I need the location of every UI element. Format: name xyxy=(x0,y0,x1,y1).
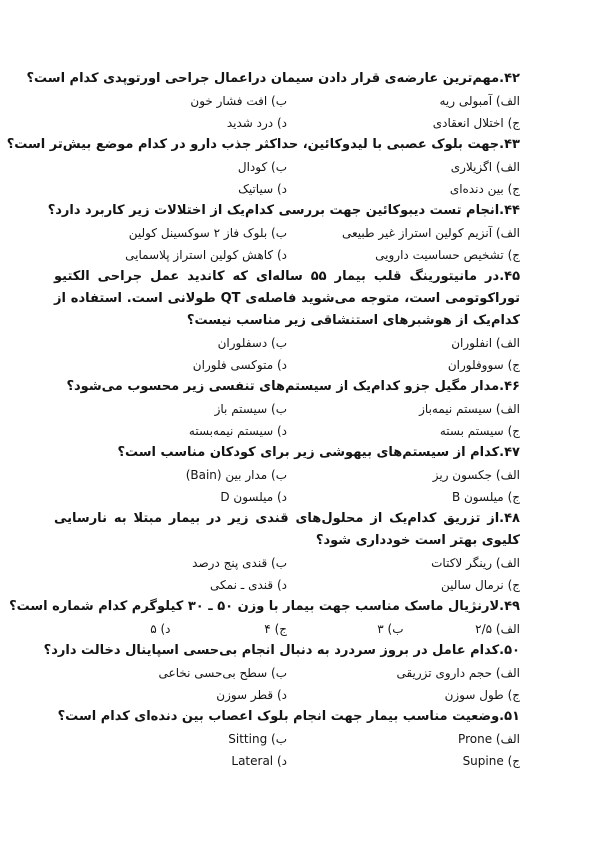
option-text: قندی پنج درصد xyxy=(192,556,268,570)
question-text: از تزریق کدام‌یک از محلول‌های قندی زیر در بیمار مبتلا به نارسایی کلیوی بهتر است خودداری شود؟ xyxy=(54,511,520,548)
option-letter: الف) xyxy=(495,94,520,108)
option-letter: ب) xyxy=(271,468,287,482)
option-a[interactable] xyxy=(287,728,520,750)
question-stem xyxy=(43,640,520,662)
option-letter: د) xyxy=(276,754,287,768)
option-text: انفلوران xyxy=(451,336,493,350)
option-letter: الف) xyxy=(495,402,520,416)
option-text: طول سوزن xyxy=(444,688,504,702)
question-48 xyxy=(54,508,520,596)
option-letter: الف) xyxy=(495,556,520,570)
option-row xyxy=(54,354,520,376)
option-text: نرمال سالین xyxy=(441,578,504,592)
option-text: کودال xyxy=(237,160,268,174)
option-letter: د) xyxy=(276,424,287,438)
question-number: ۴۲. xyxy=(499,71,520,86)
option-text: آنزیم کولین استراز غیر طبیعی xyxy=(342,226,493,240)
question-44 xyxy=(47,200,520,266)
option-b[interactable] xyxy=(54,398,287,420)
option-letter: د) xyxy=(276,358,287,372)
option-text: بلوک فاز ۲ سوکسینل کولین xyxy=(128,226,268,240)
option-letter: د) xyxy=(276,578,287,592)
option-letter: د) xyxy=(276,182,287,196)
option-row xyxy=(54,750,520,772)
question-text: مهم‌ترین عارضه‌ی قرار دادن سیمان دراعمال جراحی اورتوپدی کدام است؟ xyxy=(26,71,500,86)
option-b[interactable] xyxy=(54,156,287,178)
option-b[interactable] xyxy=(54,222,287,244)
question-number: ۴۵. xyxy=(499,269,521,284)
question-stem xyxy=(54,266,520,332)
option-b[interactable] xyxy=(54,90,287,112)
option-letter: ج) xyxy=(507,754,520,768)
option-letter: د) xyxy=(276,248,287,262)
option-c[interactable] xyxy=(287,420,520,442)
question-number: ۴۴. xyxy=(499,203,520,218)
option-text: اختلال انعقادی xyxy=(432,116,504,130)
option-text: رینگر لاکتات xyxy=(431,556,493,570)
option-letter: د) xyxy=(160,622,171,636)
option-letter: ج) xyxy=(274,622,287,636)
option-text: کاهش کولین استراز پلاسمایی xyxy=(125,248,274,262)
option-c[interactable] xyxy=(287,178,520,200)
option-row xyxy=(54,618,520,640)
option-b[interactable] xyxy=(54,332,287,354)
option-letter: الف) xyxy=(495,468,520,482)
option-row xyxy=(54,156,520,178)
option-row xyxy=(54,684,520,706)
option-letter: ب) xyxy=(271,94,287,108)
option-row xyxy=(54,222,520,244)
option-b[interactable] xyxy=(54,464,287,486)
question-number: ۴۶. xyxy=(499,379,520,394)
option-letter: الف) xyxy=(495,160,520,174)
option-d[interactable] xyxy=(54,112,287,134)
option-text: اگزیلاری xyxy=(450,160,493,174)
option-text: سووفلوران xyxy=(447,358,504,372)
option-a[interactable] xyxy=(287,464,520,486)
question-text: در مانیتورینگ قلب بیمار ۵۵ ساله‌ای که کاندید عمل جراحی الکتیو توراکوتومی است، متوجه می‌شوید فاصله‌ی QT طولانی است. استفاده از کدام‌یک از هوشبرهای استنشاقی زیر مناسب نیست؟ xyxy=(54,269,520,328)
option-text: درد شدید xyxy=(226,116,274,130)
option-text: میلسون B xyxy=(451,490,504,504)
option-d[interactable] xyxy=(54,486,287,508)
option-row xyxy=(54,332,520,354)
option-text: متوکسی فلوران xyxy=(192,358,274,372)
question-stem xyxy=(9,596,520,618)
option-letter: ج) xyxy=(507,182,520,196)
question-text: کدام عامل در بروز سردرد به دنبال انجام بی‌حسی اسپاینال دخالت دارد؟ xyxy=(43,643,500,658)
option-b[interactable] xyxy=(54,728,287,750)
option-letter: ج) xyxy=(507,490,520,504)
option-row xyxy=(54,662,520,684)
option-row xyxy=(54,574,520,596)
option-c[interactable] xyxy=(287,112,520,134)
option-row xyxy=(54,112,520,134)
option-text: سیستم باز xyxy=(214,402,268,416)
option-text: مدار بین (Bain) xyxy=(185,468,268,482)
option-letter: الف) xyxy=(495,336,520,350)
option-letter: ج) xyxy=(507,688,520,702)
question-number: ۵۱. xyxy=(499,709,520,724)
option-text: قطر سوزن xyxy=(216,688,274,702)
option-b[interactable] xyxy=(54,662,287,684)
option-c[interactable] xyxy=(171,618,288,640)
option-c[interactable] xyxy=(287,684,520,706)
option-text: سیاتیک xyxy=(238,182,274,196)
option-a[interactable] xyxy=(287,156,520,178)
option-text: قندی ـ نمکی xyxy=(210,578,274,592)
option-d[interactable] xyxy=(54,684,287,706)
question-stem xyxy=(54,442,520,464)
option-row xyxy=(54,178,520,200)
option-letter: ج) xyxy=(507,578,520,592)
option-text: تشخیص حساسیت دارویی xyxy=(375,248,504,262)
option-letter: ج) xyxy=(507,358,520,372)
question-stem xyxy=(54,376,520,398)
option-text: حجم داروی تزریقی xyxy=(396,666,493,680)
question-stem xyxy=(54,508,520,552)
option-text: جکسون ریز xyxy=(432,468,493,482)
option-text: ۳ xyxy=(377,622,384,636)
question-stem xyxy=(26,68,520,90)
option-d[interactable] xyxy=(54,354,287,376)
question-43 xyxy=(6,134,520,200)
option-a[interactable] xyxy=(287,552,520,574)
question-text: کدام از سیستم‌های بیهوشی زیر برای کودکان مناسب است؟ xyxy=(117,445,500,460)
question-text: لارنژیال ماسک مناسب جهت بیمار با وزن ۵۰ ـ ۳۰ کیلوگرم کدام شماره است؟ xyxy=(9,599,500,614)
option-row xyxy=(54,90,520,112)
question-49 xyxy=(9,596,520,640)
option-row xyxy=(54,552,520,574)
option-text: سیستم نیمه‌باز xyxy=(419,402,493,416)
option-text: دسفلوران xyxy=(217,336,268,350)
option-text: سیستم بسته xyxy=(439,424,504,438)
question-47 xyxy=(54,442,520,508)
option-text: Sitting xyxy=(228,732,268,746)
option-text: Prone xyxy=(458,732,493,746)
option-text: ۴ xyxy=(264,622,271,636)
option-row xyxy=(54,486,520,508)
option-a[interactable] xyxy=(287,662,520,684)
option-row xyxy=(54,464,520,486)
option-text: Supine xyxy=(462,754,504,768)
question-46 xyxy=(54,376,520,442)
option-b[interactable] xyxy=(287,618,404,640)
option-letter: ج) xyxy=(507,248,520,262)
option-d[interactable] xyxy=(54,178,287,200)
question-text: انجام تست دیبوکائین جهت بررسی کدام‌یک از اختلالات زیر کاربرد دارد؟ xyxy=(47,203,500,218)
option-c[interactable] xyxy=(287,574,520,596)
option-letter: ب) xyxy=(271,666,287,680)
option-letter: د) xyxy=(276,490,287,504)
question-text: وضعیت مناسب بیمار جهت انجام بلوک اعصاب بین دنده‌ای کدام است؟ xyxy=(57,709,500,724)
option-row xyxy=(54,398,520,420)
option-text: میلسون D xyxy=(220,490,274,504)
option-letter: د) xyxy=(276,688,287,702)
option-letter: د) xyxy=(276,116,287,130)
question-text: جهت بلوک عصبی با لیدوکائین، حداکثر جذب دارو در کدام موضع بیش‌تر است؟ xyxy=(6,137,500,152)
option-text: سیستم نیمه‌بسته xyxy=(188,424,274,438)
question-text: مدار مگیل جزو کدام‌یک از سیستم‌های تنفسی زیر محسوب می‌شود؟ xyxy=(66,379,500,394)
option-b[interactable] xyxy=(54,552,287,574)
option-c[interactable] xyxy=(287,486,520,508)
option-letter: ب) xyxy=(271,556,287,570)
question-stem xyxy=(6,134,520,156)
option-letter: الف) xyxy=(495,732,520,746)
option-a[interactable] xyxy=(287,90,520,112)
option-text: آمبولی ریه xyxy=(439,94,493,108)
option-text: ۵ xyxy=(150,622,157,636)
question-42 xyxy=(26,68,520,134)
question-number: ۴۸. xyxy=(499,511,520,526)
option-a[interactable] xyxy=(404,618,521,640)
question-50 xyxy=(43,640,520,706)
option-a[interactable] xyxy=(287,332,520,354)
option-d[interactable] xyxy=(54,574,287,596)
option-letter: ب) xyxy=(271,226,287,240)
option-letter: ب) xyxy=(271,402,287,416)
option-a[interactable] xyxy=(287,398,520,420)
option-letter: ج) xyxy=(507,424,520,438)
option-letter: الف) xyxy=(495,226,520,240)
question-45 xyxy=(54,266,520,376)
option-letter: الف) xyxy=(495,666,520,680)
option-c[interactable] xyxy=(287,244,520,266)
option-d[interactable] xyxy=(54,750,287,772)
question-number: ۴۹. xyxy=(499,599,520,614)
option-text: سطح بی‌حسی نخاعی xyxy=(158,666,268,680)
question-number: ۴۳. xyxy=(499,137,520,152)
option-d[interactable] xyxy=(54,244,287,266)
option-letter: ب) xyxy=(387,622,404,636)
option-a[interactable] xyxy=(287,222,520,244)
option-row xyxy=(54,244,520,266)
option-letter: ب) xyxy=(271,732,287,746)
option-letter: الف) xyxy=(495,622,520,636)
question-number: ۵۰. xyxy=(499,643,520,658)
option-text: افت فشار خون xyxy=(190,94,268,108)
option-c[interactable] xyxy=(287,354,520,376)
option-letter: ج) xyxy=(507,116,520,130)
question-stem xyxy=(47,200,520,222)
option-row xyxy=(54,728,520,750)
option-d[interactable] xyxy=(54,420,287,442)
option-d[interactable] xyxy=(54,618,171,640)
option-letter: ب) xyxy=(271,160,287,174)
option-text: Lateral xyxy=(231,754,274,768)
option-c[interactable] xyxy=(287,750,520,772)
option-text: ۲/۵ xyxy=(475,622,493,636)
question-stem xyxy=(54,706,520,728)
option-letter: ب) xyxy=(271,336,287,350)
option-row xyxy=(54,420,520,442)
question-number: ۴۷. xyxy=(499,445,520,460)
question-51 xyxy=(54,706,520,772)
option-text: بین دنده‌ای xyxy=(449,182,504,196)
